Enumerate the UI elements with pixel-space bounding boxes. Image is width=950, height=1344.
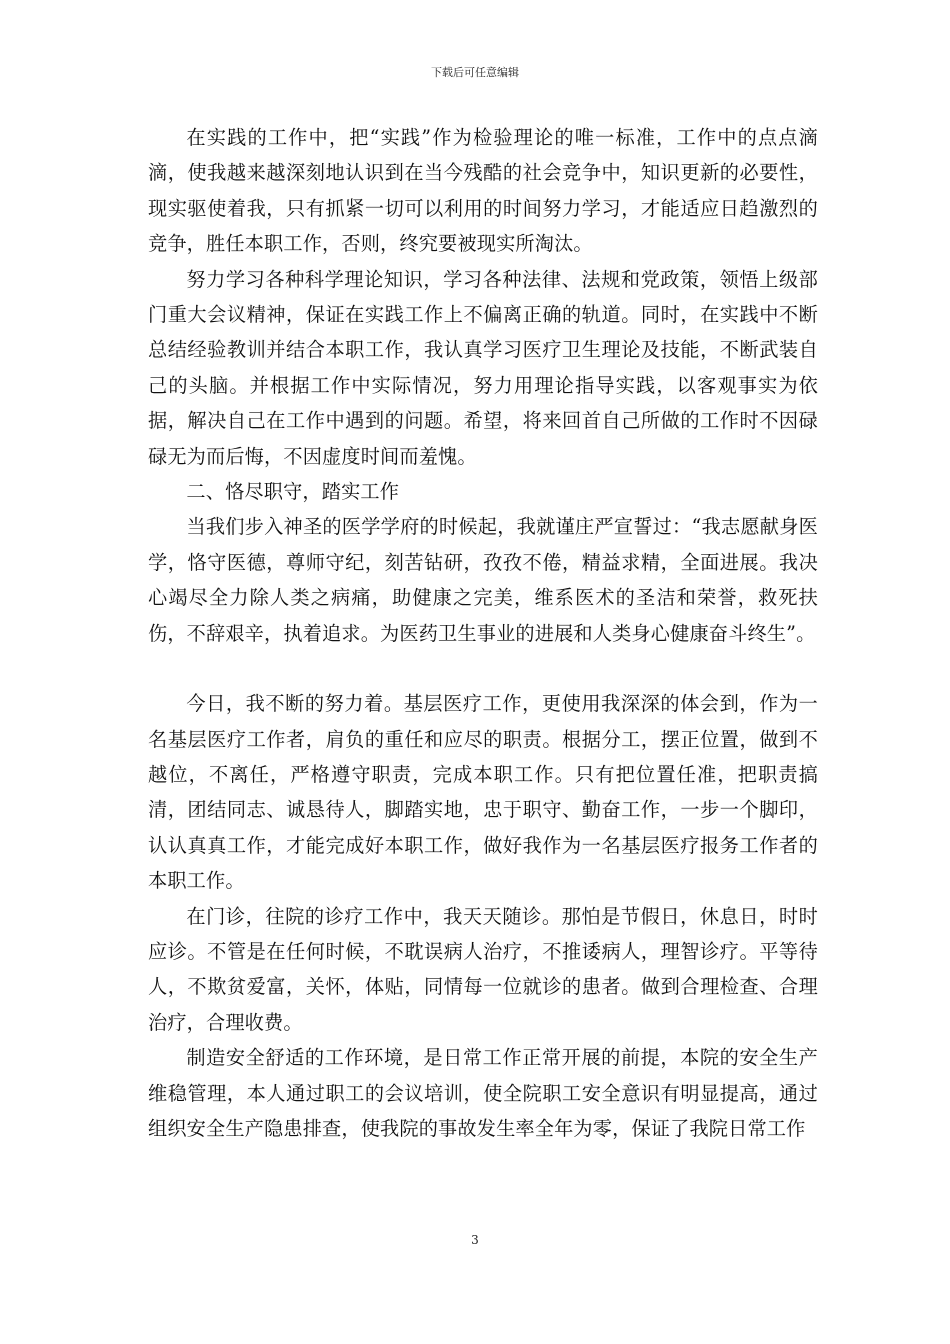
- page-number: 3: [471, 1233, 479, 1247]
- paragraph-practice: 在实践的工作中，把“实践”作为检验理论的唯一标准，工作中的点点滴滴，使我越来越深刻地认识到在当今残酷的社会竞争中，知识更新的必要性，现实驱使着我，只有抓紧一切可以利用的时间努力学习，才能适应日趋激烈的竞争，胜任本职工作，否则，终究要被现实所淘汰。: [148, 126, 818, 256]
- paragraph-safety: 制造安全舒适的工作环境，是日常工作正常开展的前提，本院的安全生产维稳管理，本人通过职工的会议培训，使全院职工安全意识有明显提高，通过组织安全生产隐患排查，使我院的事故发生率全年为零，保证了我院日常工作: [148, 1046, 818, 1140]
- section-heading: 二、恪尽职守，踏实工作: [186, 480, 400, 504]
- document-body: [148, 120, 818, 1146]
- paragraph-clinic: 在门诊，往院的诊疗工作中，我天天随诊。那怕是节假日，休息日，时时应诊。不管是在任何时候，不耽误病人治疗，不推诿病人，理智诊疗。平等待人，不欺贫爱富，关怀，体贴，同情每一位就诊的患者。做到合理检查、合理治疗，合理收费。: [148, 904, 818, 1034]
- paragraph-study: 努力学习各种科学理论知识，学习各种法律、法规和党政策，领悟上级部门重大会议精神，保证在实践工作上不偏离正确的轨道。同时，在实践中不断总结经验教训并结合本职工作，我认真学习医疗卫生理论及技能，不断武装自己的头脑。并根据工作中实际情况，努力用理论指导实践，以客观事实为依据，解决自己在工作中遇到的问题。希望，将来回首自己所做的工作时不因碌碌无为而后悔，不因虚度时间而羞愧。: [148, 267, 818, 468]
- page-header: 下载后可任意编辑: [431, 66, 519, 79]
- paragraph-today: 今日，我不断的努力着。基层医疗工作，更使用我深深的体会到，作为一名基层医疗工作者，肩负的重任和应尽的职责。根据分工，摆正位置，做到不越位，不离任，严格遵守职责，完成本职工作。只有把位置任准，把职责搞清，团结同志、诚恳待人，脚踏实地，忠于职守、勤奋工作，一步一个脚印，认认真真工作，才能完成好本职工作，做好我作为一名基层医疗报务工作者的本职工作。: [148, 692, 818, 893]
- paragraph-oath: 当我们步入神圣的医学学府的时候起，我就谨庄严宣誓过：“我志愿献身医学，恪守医德，尊师守纪，刻苦钻研，孜孜不倦，精益求精，全面进展。我决心竭尽全力除人类之病痛，助健康之完美，维系医术的圣洁和荣誉，救死扶伤，不辞艰辛，执着追求。为医药卫生事业的进展和人类身心健康奋斗终生”。: [148, 515, 818, 645]
